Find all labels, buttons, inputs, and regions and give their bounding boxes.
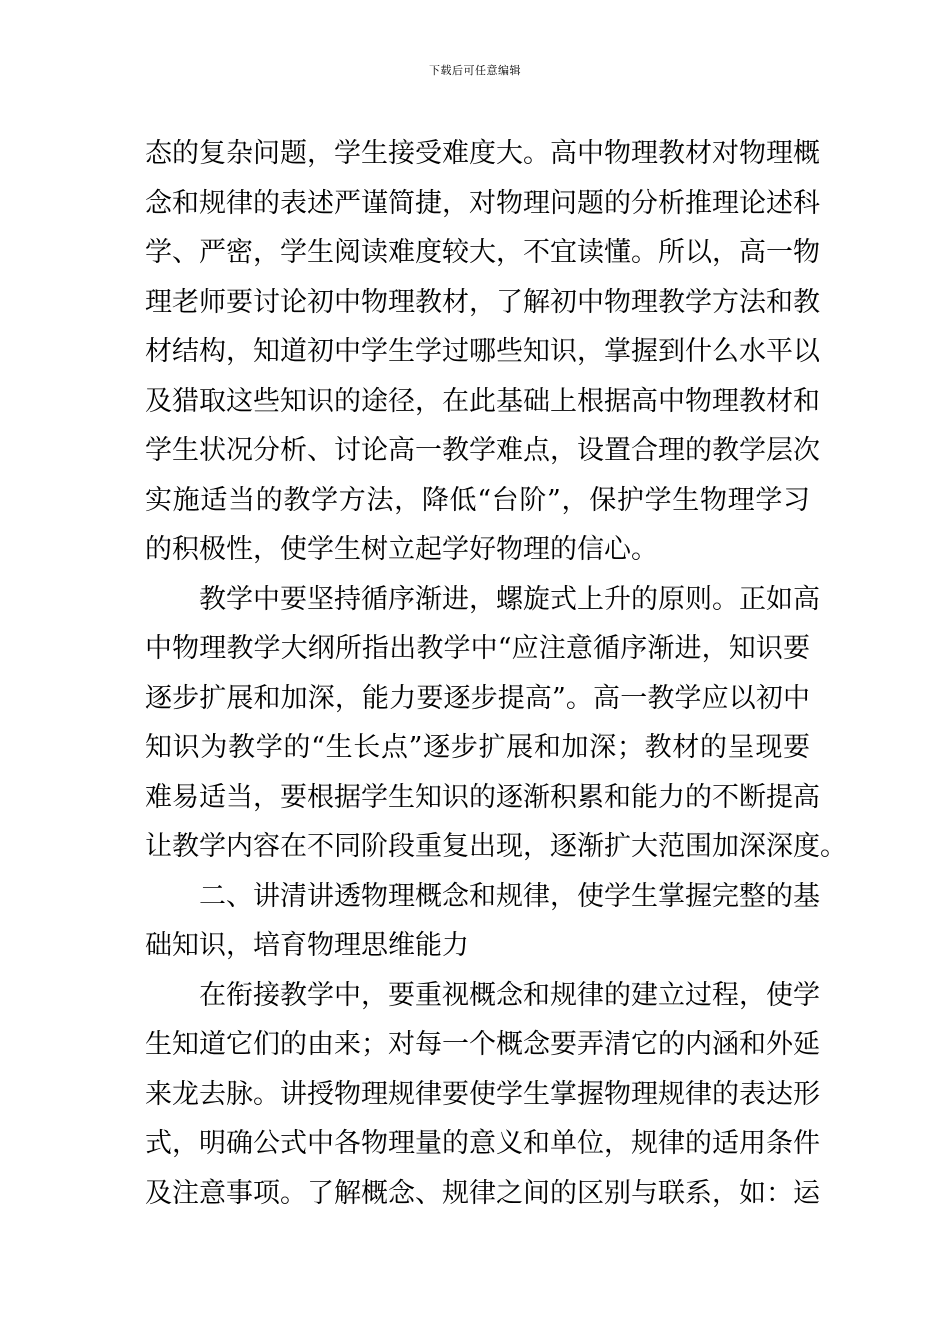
text-line: 材结构，知道初中学生学过哪些知识，掌握到什么水平以 (145, 336, 820, 367)
text-line: 二、讲清讲透物理概念和规律，使学生掌握完整的基 (199, 880, 820, 912)
text-line: 知识为教学的“生长点”逐步扩展和加深；教材的呈现要 (145, 732, 810, 763)
paragraph (145, 129, 820, 575)
text-line: 在衔接教学中，要重视概念和规律的建立过程，使学 (199, 979, 820, 1011)
text-line: 难易适当，要根据学生知识的逐渐积累和能力的不断提高 (145, 781, 820, 813)
section-heading (145, 872, 820, 971)
text-line: 及注意事项。了解概念、规律之间的区别与联系，如：运 (145, 1177, 820, 1209)
text-line: 理老师要讨论初中物理教材，了解初中物理教学方法和教 (145, 286, 820, 318)
text-line: 的积极性，使学生树立起学好物理的信心。 (145, 534, 658, 565)
paragraph (145, 575, 847, 872)
text-line: 来龙去脉。讲授物理规律要使学生掌握物理规律的表达形 (145, 1078, 820, 1110)
text-line: 实施适当的教学方法，降低“台阶”，保护学生物理学习 (145, 484, 810, 516)
text-line: 态的复杂问题，学生接受难度大。高中物理教材对物理概 (145, 138, 820, 169)
text-line: 及猎取这些知识的途径，在此基础上根据高中物理教材和 (145, 385, 820, 417)
document-body (145, 129, 847, 1218)
text-line: 生知道它们的由来；对每一个概念要弄清它的内涵和外延 (145, 1029, 820, 1060)
text-line: 念和规律的表述严谨简捷，对物理问题的分析推理论述科 (145, 187, 820, 219)
text-line: 让教学内容在不同阶段重复出现，逐渐扩大范围加深深度。 (145, 831, 847, 862)
paragraph (145, 971, 820, 1219)
text-line: 学生状况分析、讨论高一教学难点，设置合理的教学层次 (145, 435, 820, 466)
text-line: 式，明确公式中各物理量的意义和单位，规律的适用条件 (145, 1128, 820, 1159)
text-line: 逐步扩展和加深，能力要逐步提高”。高一教学应以初中 (145, 682, 810, 714)
page-header: 下载后可任意编辑 (429, 64, 521, 77)
text-line: 教学中要坚持循序渐进，螺旋式上升的原则。正如高 (199, 583, 820, 615)
text-line: 学、严密，学生阅读难度较大，不宜读懂。所以，高一物 (145, 237, 820, 268)
text-line: 础知识，培育物理思维能力 (145, 930, 469, 961)
text-line: 中物理教学大纲所指出教学中“应注意循序渐进，知识要 (145, 633, 810, 664)
